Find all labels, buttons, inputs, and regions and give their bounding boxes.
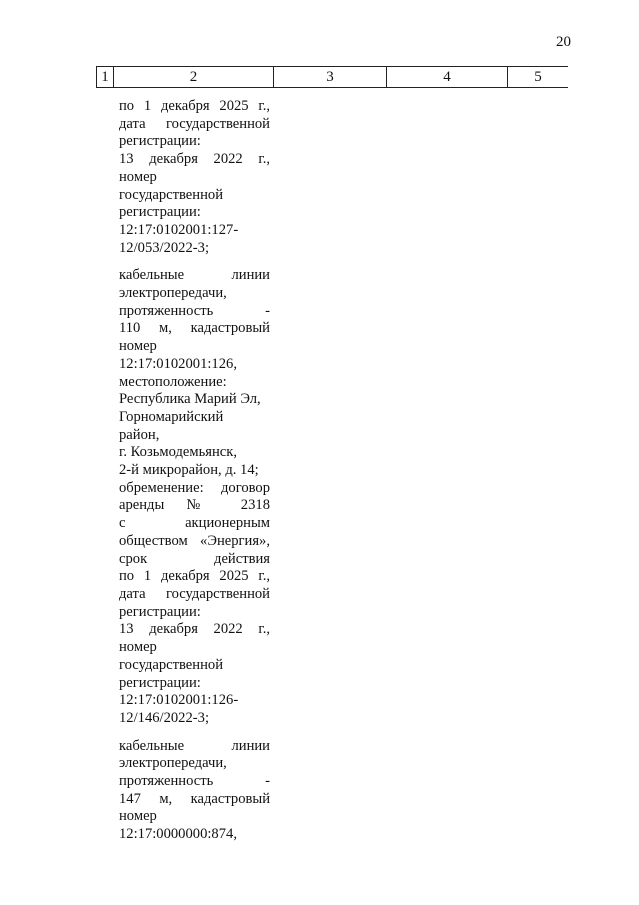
entry-line: номер: [119, 808, 157, 825]
entry-line: регистрации:: [119, 133, 201, 150]
entry-line: 110 м, кадастровый: [119, 320, 270, 337]
entry-line: регистрации:: [119, 204, 201, 221]
entry-line: 13 декабря 2022 г.,: [119, 151, 270, 168]
entry-line: государственной: [119, 186, 224, 203]
entry-line: регистрации:: [119, 674, 201, 691]
column-number-2: 2: [189, 69, 198, 85]
entry-line: 147 м, кадастровый: [119, 790, 270, 807]
entry-line: по 1 декабря 2025 г.,: [119, 98, 270, 114]
column-number-4: 4: [443, 69, 451, 85]
entry-line: аренды № 2318: [119, 497, 270, 514]
entry-line: г. Козьмодемьянск,: [119, 444, 238, 461]
entry-line: 13 декабря 2022 г.,: [119, 621, 270, 638]
column-number-5: 5: [534, 69, 542, 85]
page-number: 20: [556, 34, 571, 50]
entry-line: местоположение:: [119, 373, 227, 390]
entry-line: электропередачи,: [119, 285, 227, 302]
entry-line: 12:17:0000000:874,: [119, 826, 237, 843]
column-number-1: 1: [101, 69, 109, 85]
entry-line: Горномарийский: [119, 408, 224, 425]
entry-line: 12:17:0102001:126-: [119, 692, 239, 709]
entry-line: государственной: [119, 656, 224, 673]
entry-line: протяженность -: [119, 302, 270, 319]
column-number-3: 3: [326, 69, 334, 85]
entry-line: 12:17:0102001:126,: [119, 355, 237, 372]
entry-line: дата государственной: [119, 585, 270, 602]
entry-line: Республика Марий Эл,: [119, 391, 261, 408]
entry-line: обременение: договор: [119, 479, 270, 496]
entry-line: регистрации:: [119, 603, 201, 620]
property-entry: [119, 98, 270, 257]
table-column-header: [96, 66, 568, 88]
property-entry: [119, 738, 270, 844]
entry-line: срок действия: [119, 550, 270, 567]
entry-line: по 1 декабря 2025 г.,: [119, 568, 270, 585]
entry-line: номер: [119, 338, 157, 355]
entry-line: район,: [119, 426, 160, 443]
entry-line: с акционерным: [119, 515, 270, 532]
entry-line: номер: [119, 639, 157, 656]
entry-line: обществом «Энергия»,: [119, 532, 270, 549]
column-2-entries: [119, 98, 270, 844]
entry-line: кабельные линии: [119, 737, 270, 754]
property-entry: [119, 267, 270, 727]
entry-line: дата государственной: [119, 115, 270, 132]
entry-line: электропередачи,: [119, 755, 227, 772]
entry-line: протяженность -: [119, 773, 270, 790]
entry-line: номер: [119, 168, 157, 185]
entry-line: 2-й микрорайон, д. 14;: [119, 462, 259, 479]
entry-line: 12/053/2022-3;: [119, 239, 209, 256]
entry-line: кабельные линии: [119, 267, 270, 284]
entry-line: 12/146/2022-3;: [119, 709, 209, 726]
entry-line: 12:17:0102001:127-: [119, 221, 239, 238]
